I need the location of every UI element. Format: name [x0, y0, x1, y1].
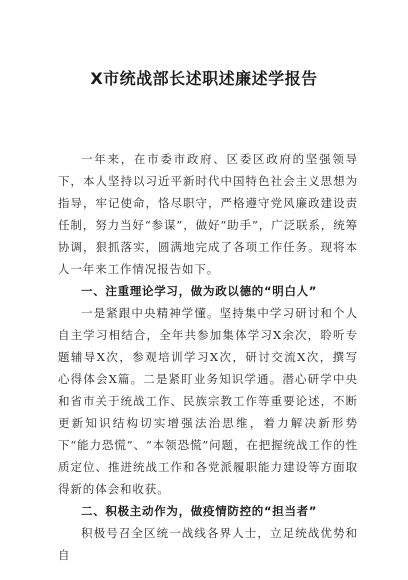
intro-paragraph: 一年来，在市委市政府、区委区政府的坚强领导下，本人坚持以习近平新时代中国特色社会主义思想为指导，牢记使命，恪尽职守，严格遵守党风廉政建设责任制，努力当好“参谋”，做好“助手”，广泛联系，统筹协调，狠抓落实，圆满地完成了各项工作任务。现将本人一年来工作情况报告如下。: [58, 152, 358, 276]
section-2-paragraph: 积极号召全区统一战线各界人士，立足统战优势和自: [58, 526, 358, 562]
section-heading-2: 二、积极主动作为，做疫情防控的“担当者”: [81, 504, 318, 518]
section-1-paragraph: 一是紧跟中央精神学懂。坚持集中学习研讨和个人自主学习相结合，全年共参加集体学习X余次，聆听专题辅导X次，参观培训学习X次，研讨交流X次，撰写心得体会X篇。二是紧盯业务知识学通。潜心研学中央和省市关于统战工作、民族宗教工作等重要论述，不断更新知识结构切实增强法治思维，着力解决新形势下“能力恐慌”、“本领恐慌”问题，在把握统战工作的性质定位、推进统战工作和各党派履职能力建设等方面取得新的体会和收获。: [58, 306, 358, 496]
document-body: [58, 148, 358, 566]
document-title: X市统战部长述职述廉述学报告: [90, 69, 318, 88]
section-heading-1: 一、注重理论学习，做为政以德的“明白人”: [81, 284, 318, 298]
